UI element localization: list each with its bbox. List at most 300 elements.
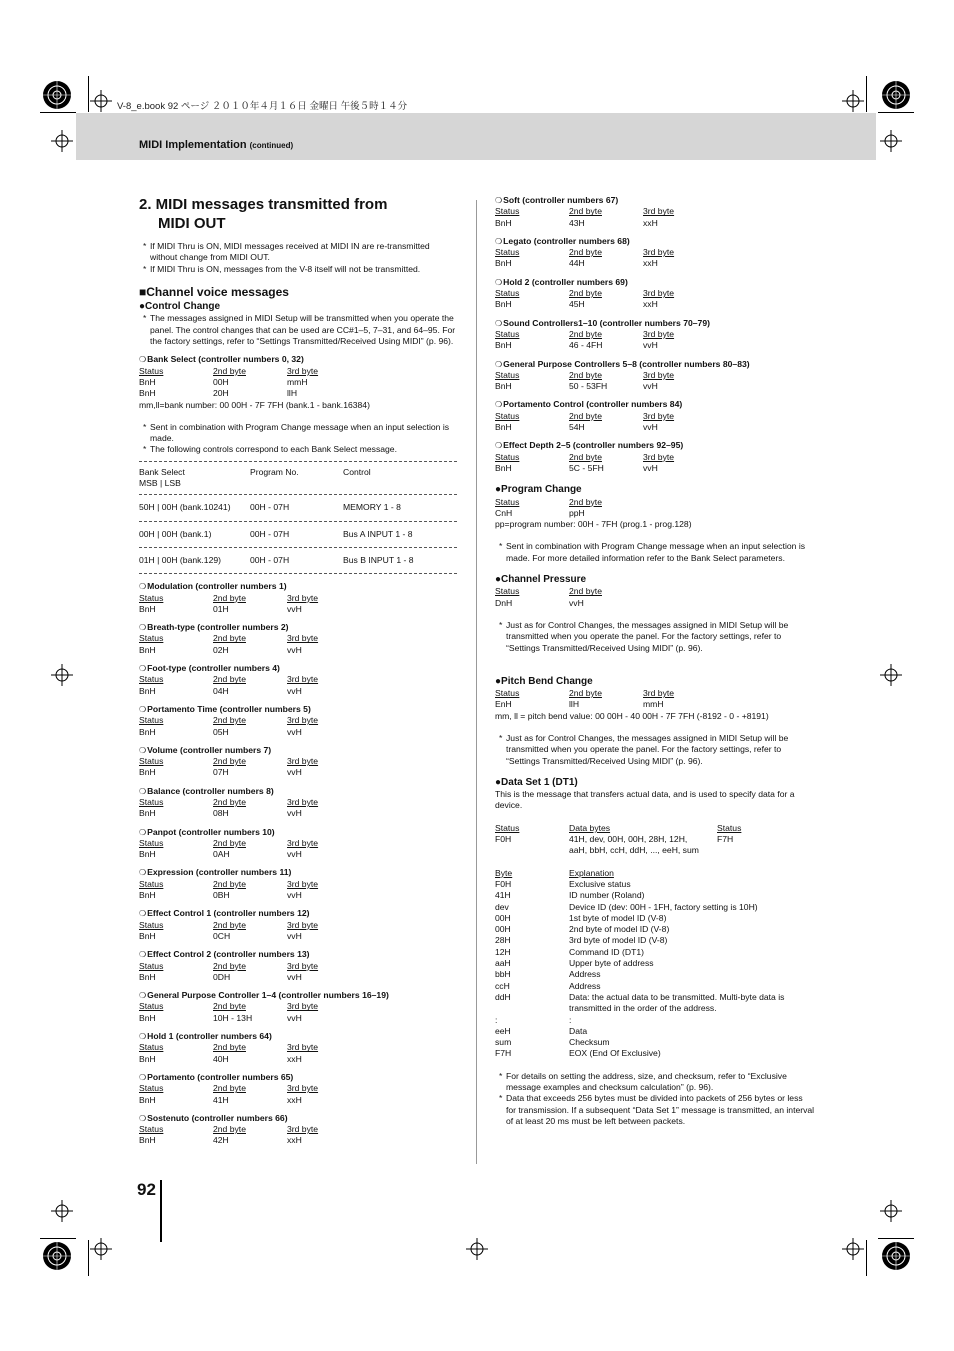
status-value: BnH	[139, 808, 156, 819]
header-continued: (continued)	[249, 141, 294, 150]
byte3-value: xxH	[287, 1094, 302, 1105]
status-heading: Status	[139, 837, 164, 848]
byte-row	[495, 969, 815, 980]
data-set-row: F0H 41H, dev, 00H, 00H, 28H, 12H, F7H	[495, 834, 734, 845]
controller-values	[139, 849, 457, 860]
registration-target-icon	[881, 1241, 911, 1271]
byte2-heading: 2nd byte	[213, 960, 246, 971]
controller-header	[139, 1124, 457, 1135]
byte-explanation: 2nd byte of model ID (V-8)	[569, 924, 670, 935]
left-controller-list	[139, 581, 457, 1146]
status-value: BnH	[139, 603, 156, 614]
channel-voice-heading: ■Channel voice messages	[139, 284, 289, 299]
status-value: BnH	[139, 1094, 156, 1105]
byte2-heading: 2nd byte	[213, 756, 246, 767]
controller-title: ❍ Balance (controller numbers 8)	[139, 786, 457, 797]
bank-table-header	[139, 467, 457, 478]
byte2-heading: 2nd byte	[213, 1083, 246, 1094]
controller-values	[139, 767, 457, 778]
controller-values	[139, 1013, 457, 1024]
byte2-value: 40H	[213, 1053, 229, 1064]
status-value: BnH	[139, 890, 156, 901]
byte3-heading: 3rd byte	[643, 369, 675, 380]
controller-header	[139, 961, 457, 972]
data-set-row: aaH, bbH, ccH, ddH, ..., eeH, sum	[569, 845, 699, 856]
byte2-value: 0BH	[213, 890, 230, 901]
controller-header	[495, 452, 815, 463]
controller-title: ❍ Sound Controllers1–10 (controller numbers 70–79)	[495, 318, 815, 329]
table-cell: MEMORY 1 - 8	[343, 502, 401, 513]
byte2-value: 02H	[213, 644, 229, 655]
status-heading: Status	[495, 328, 520, 339]
program-change-row: CnH ppH	[495, 507, 585, 518]
byte-row	[495, 1015, 815, 1026]
crop-mark	[40, 112, 76, 113]
byte2-value: 44H	[569, 258, 585, 269]
bank-select-note: * The following controls correspond to each Bank Select message.	[139, 444, 457, 455]
byte-row	[495, 958, 815, 969]
registration-target-icon	[42, 1241, 72, 1271]
status-heading: Status	[139, 633, 164, 644]
right-controller-list	[495, 195, 815, 474]
table-row	[139, 502, 457, 513]
controller-header	[139, 1042, 457, 1053]
crosshair-mark-icon	[51, 130, 73, 152]
controller-header	[139, 797, 457, 808]
controller-header	[139, 674, 457, 685]
registration-target-icon	[42, 80, 72, 110]
status-value: BnH	[139, 1135, 156, 1146]
byte3-heading: 3rd byte	[287, 1042, 319, 1053]
bank-select-title: ❍ Bank Select (controller numbers 0, 32)	[139, 354, 457, 365]
status-heading: Status	[495, 206, 520, 217]
status-value: BnH	[139, 971, 156, 982]
controller-title: ❍ Expression (controller numbers 11)	[139, 867, 457, 878]
controller-title: ❍ Effect Control 2 (controller numbers 13)	[139, 949, 457, 960]
status-heading: Status	[139, 796, 164, 807]
byte3-heading: 3rd byte	[287, 960, 319, 971]
crosshair-mark-icon	[842, 90, 864, 112]
controller-header	[495, 247, 815, 258]
byte3-value: xxH	[643, 217, 658, 228]
byte3-value: vvH	[287, 930, 302, 941]
section-title: 2. MIDI messages transmitted from MIDI OUT	[139, 196, 388, 232]
byte-row	[495, 1048, 815, 1059]
data-set-header: Status Data bytes Status	[495, 822, 742, 833]
byte3-heading: 3rd byte	[287, 1083, 319, 1094]
byte3-value: xxH	[287, 1053, 302, 1064]
status-heading: Status	[139, 919, 164, 930]
byte2-value: 50 - 53FH	[569, 381, 608, 392]
byte-row	[495, 1026, 815, 1037]
byte3-value: vvH	[287, 890, 302, 901]
byte2-heading: 2nd byte	[213, 1001, 246, 1012]
byte3-value: vvH	[287, 971, 302, 982]
byte2-heading: 2nd byte	[213, 1042, 246, 1053]
program-change-heading: ●Program Change	[495, 484, 582, 496]
controller-title: ❍ Portamento (controller numbers 65)	[139, 1072, 457, 1083]
controller-values	[139, 808, 457, 819]
controller-values	[495, 422, 815, 433]
byte3-heading: 3rd byte	[287, 796, 319, 807]
page-number: 92	[137, 1180, 156, 1199]
controller-header	[139, 1001, 457, 1012]
byte2-value: 04H	[213, 685, 229, 696]
controller-title: ❍ Portamento Time (controller numbers 5)	[139, 704, 457, 715]
byte2-heading: 2nd byte	[569, 328, 602, 339]
byte3-value: vvH	[287, 726, 302, 737]
controller-title: ❍ Sostenuto (controller numbers 66)	[139, 1113, 457, 1124]
byte-row	[495, 1037, 815, 1048]
byte-explanation: Address	[569, 969, 601, 980]
controller-title: ❍ Effect Control 1 (controller numbers 12)	[139, 908, 457, 919]
controller-title: ❍ Foot-type (controller numbers 4)	[139, 663, 457, 674]
byte3-heading: 3rd byte	[287, 1001, 319, 1012]
print-info: V-8_e.book 92 ページ ２０１０年４月１６日 金曜日 午後５時１４分	[117, 101, 408, 112]
status-heading: Status	[139, 1083, 164, 1094]
crosshair-mark-icon	[880, 1200, 902, 1222]
byte2-heading: 2nd byte	[213, 674, 246, 685]
byte2-heading: 2nd byte	[213, 837, 246, 848]
byte3-heading: 3rd byte	[643, 288, 675, 299]
byte2-value: 42H	[213, 1135, 229, 1146]
status-value: BnH	[139, 685, 156, 696]
byte2-value: 43H	[569, 217, 585, 228]
controller-title: ❍ Volume (controller numbers 7)	[139, 745, 457, 756]
status-value: BnH	[139, 767, 156, 778]
byte-table-header: Byte Explanation	[495, 867, 614, 878]
controller-header	[495, 288, 815, 299]
controller-values	[495, 299, 815, 310]
crop-mark	[878, 1238, 914, 1239]
controller-title: ❍ Modulation (controller numbers 1)	[139, 581, 457, 592]
program-change-formula: pp=program number: 00H - 7FH (prog.1 - prog.128)	[495, 519, 692, 530]
byte-name: 41H	[495, 890, 511, 901]
byte-explanation: 3rd byte of model ID (V-8)	[569, 935, 668, 946]
table-rule	[139, 494, 457, 495]
channel-pressure-header: Status 2nd byte	[495, 586, 602, 597]
byte-name: bbH	[495, 969, 511, 980]
running-header	[139, 139, 293, 151]
controller-title: ❍ Hold 2 (controller numbers 69)	[495, 277, 815, 288]
byte3-value: vvH	[643, 381, 658, 392]
controller-header	[139, 756, 457, 767]
table-cell: 00H - 07H	[250, 528, 290, 539]
byte3-value: vvH	[643, 340, 658, 351]
controller-values	[139, 727, 457, 738]
byte3-heading: 3rd byte	[643, 247, 675, 258]
left-column	[139, 195, 457, 1147]
controller-title: ❍ Portamento Control (controller numbers 84)	[495, 399, 815, 410]
controller-header	[495, 370, 815, 381]
byte3-value: vvH	[643, 462, 658, 473]
status-value: BnH	[139, 726, 156, 737]
byte3-heading: 3rd byte	[643, 451, 675, 462]
byte3-value: vvH	[643, 422, 658, 433]
controller-header	[139, 1083, 457, 1094]
controller-header	[495, 411, 815, 422]
byte2-value: 0AH	[213, 849, 230, 860]
byte-explanation: ID number (Roland)	[569, 890, 645, 901]
byte2-heading: 2nd byte	[213, 633, 246, 644]
header-title: MIDI Implementation	[139, 139, 247, 151]
program-change-note: * Sent in combination with Program Change message when an input selection is made. For more detailed information refer to the Bank Select parameters.	[495, 541, 815, 564]
table-cell: Bus A INPUT 1 - 8	[343, 528, 413, 539]
controller-values	[495, 218, 815, 229]
byte2-value: 07H	[213, 767, 229, 778]
byte-explanation: Address	[569, 980, 601, 991]
table-row	[139, 529, 457, 540]
column-divider	[476, 200, 477, 1164]
controller-title: ❍ General Purpose Controller 1–4 (controller numbers 16–19)	[139, 990, 457, 1001]
crosshair-mark-icon	[880, 664, 902, 686]
status-heading: Status	[495, 451, 520, 462]
controller-header	[139, 715, 457, 726]
byte-row	[495, 947, 815, 958]
byte2-heading: 2nd byte	[213, 878, 246, 889]
table-row	[139, 555, 457, 566]
status-value: BnH	[495, 422, 512, 433]
controller-title: ❍ Effect Depth 2–5 (controller numbers 92–95)	[495, 440, 815, 451]
byte3-value: vvH	[287, 644, 302, 655]
controller-header	[139, 633, 457, 644]
crop-mark	[866, 76, 867, 112]
byte-name: :	[495, 1014, 498, 1025]
pitch-bend-header: Status 2nd byte 3rd byte	[495, 688, 675, 699]
byte-name: F0H	[495, 878, 512, 889]
byte-name: 00H	[495, 912, 511, 923]
byte2-heading: 2nd byte	[569, 206, 602, 217]
byte-explanation: :	[569, 1014, 572, 1025]
byte-explanation: Command ID (DT1)	[569, 946, 644, 957]
controller-values	[139, 604, 457, 615]
status-value: BnH	[139, 1012, 156, 1023]
byte-name: 12H	[495, 946, 511, 957]
table-rule	[139, 461, 457, 462]
status-heading: Status	[139, 1042, 164, 1053]
controller-header	[495, 329, 815, 340]
byte2-heading: 2nd byte	[213, 592, 246, 603]
byte2-heading: 2nd byte	[569, 369, 602, 380]
crop-mark	[88, 1240, 89, 1276]
status-value: BnH	[495, 258, 512, 269]
crosshair-mark-icon	[51, 664, 73, 686]
intro-note: * If MIDI Thru is ON, messages from the V-8 itself will not be transmitted.	[139, 264, 457, 275]
crosshair-mark-icon	[880, 130, 902, 152]
byte-explanation: EOX (End Of Exclusive)	[569, 1048, 661, 1059]
controller-header	[139, 838, 457, 849]
data-set-heading: ●Data Set 1 (DT1)	[495, 776, 578, 788]
byte-name: F7H	[495, 1048, 512, 1059]
page-number-rule	[160, 1180, 162, 1242]
table-rule	[139, 521, 457, 522]
status-heading: Status	[495, 288, 520, 299]
bank-table-subheading: MSB | LSB	[139, 478, 181, 489]
data-set-description: This is the message that transfers actual data, and is used to specify data for a device.	[495, 789, 795, 811]
byte-name: aaH	[495, 958, 511, 969]
byte2-value: 45H	[569, 299, 585, 310]
bank-select-formula: mm,ll=bank number: 00 00H - 7F 7FH (bank.1 - bank.16384)	[139, 399, 370, 410]
table-cell: 01H | 00H (bank.129)	[139, 554, 222, 565]
byte-table	[495, 879, 815, 1060]
byte-row	[495, 902, 815, 913]
byte3-heading: 3rd byte	[287, 592, 319, 603]
status-heading: Status	[139, 878, 164, 889]
byte-row	[495, 879, 815, 890]
byte-name: 28H	[495, 935, 511, 946]
byte-row	[495, 992, 815, 1015]
byte2-heading: 2nd byte	[569, 410, 602, 421]
status-value: BnH	[139, 930, 156, 941]
byte2-value: 01H	[213, 603, 229, 614]
controller-title: ❍ Breath-type (controller numbers 2)	[139, 622, 457, 633]
byte2-heading: 2nd byte	[569, 247, 602, 258]
status-value: BnH	[139, 1053, 156, 1064]
byte-name: ddH	[495, 991, 511, 1002]
byte3-heading: 3rd byte	[287, 715, 319, 726]
byte3-value: vvH	[287, 808, 302, 819]
pitch-bend-heading: ●Pitch Bend Change	[495, 675, 593, 687]
byte3-value: xxH	[643, 299, 658, 310]
byte2-value: 0CH	[213, 930, 231, 941]
byte-explanation: 1st byte of model ID (V-8)	[569, 912, 667, 923]
bank-select-row: BnH 00H mmH	[139, 376, 308, 387]
status-heading: Status	[139, 1001, 164, 1012]
crosshair-mark-icon	[51, 1200, 73, 1222]
byte3-value: xxH	[287, 1135, 302, 1146]
channel-pressure-heading: ●Channel Pressure	[495, 574, 587, 586]
status-heading: Status	[495, 410, 520, 421]
controller-values	[139, 686, 457, 697]
channel-pressure-row: DnH vvH	[495, 597, 584, 608]
byte3-value: vvH	[287, 1012, 302, 1023]
byte2-value: 10H - 13H	[213, 1012, 253, 1023]
byte3-heading: 3rd byte	[287, 1124, 319, 1135]
status-heading: Status	[139, 715, 164, 726]
byte2-value: 46 - 4FH	[569, 340, 603, 351]
table-cell: Bus B INPUT 1 - 8	[343, 554, 414, 565]
byte3-heading: 3rd byte	[643, 206, 675, 217]
byte3-value: vvH	[287, 849, 302, 860]
byte-explanation: Data	[569, 1025, 588, 1036]
controller-title: ❍ General Purpose Controllers 5–8 (controller numbers 80–83)	[495, 359, 815, 370]
bank-select-row: BnH 20H llH	[139, 388, 298, 399]
controller-values	[139, 1095, 457, 1106]
table-cell: 00H - 07H	[250, 502, 290, 513]
status-heading: Status	[495, 369, 520, 380]
byte2-value: 08H	[213, 808, 229, 819]
byte-name: sum	[495, 1037, 512, 1048]
table-cell: 00H - 07H	[250, 554, 290, 565]
controller-values	[139, 931, 457, 942]
controller-values	[495, 463, 815, 474]
status-value: BnH	[495, 299, 512, 310]
table-rule	[139, 547, 457, 548]
byte3-heading: 3rd byte	[287, 919, 319, 930]
byte2-value: 5C - 5FH	[569, 462, 604, 473]
byte3-value: vvH	[287, 767, 302, 778]
status-heading: Status	[139, 592, 164, 603]
crosshair-mark-icon	[466, 1238, 488, 1260]
byte2-heading: 2nd byte	[213, 715, 246, 726]
bank-select-note: * Sent in combination with Program Change message when an input selection is made.	[139, 422, 457, 445]
controller-title: ❍ Legato (controller numbers 68)	[495, 236, 815, 247]
crop-mark	[878, 112, 914, 113]
status-value: BnH	[495, 462, 512, 473]
byte3-heading: 3rd byte	[287, 674, 319, 685]
intro-note: * If MIDI Thru is ON, MIDI messages received at MIDI IN are re-transmitted without change from MIDI OUT.	[139, 241, 457, 264]
channel-pressure-note: * Just as for Control Changes, the messages assigned in MIDI Setup will be transmitted when you operate the panel. For the factory settings, refer to “Settings Transmitted/Received Using MIDI” (p. 96).	[495, 620, 815, 654]
bank-select-table	[139, 461, 457, 574]
status-value: BnH	[495, 217, 512, 228]
controller-values	[495, 340, 815, 351]
byte3-value: vvH	[287, 685, 302, 696]
crosshair-mark-icon	[90, 90, 112, 112]
status-value: BnH	[495, 340, 512, 351]
pitch-bend-note: * Just as for Control Changes, the messages assigned in MIDI Setup will be transmitted when you operate the panel. For the factory settings, refer to “Settings Transmitted/Received Using MIDI” (p. 96).	[495, 733, 815, 767]
byte3-heading: 3rd byte	[643, 410, 675, 421]
controller-header	[139, 879, 457, 890]
status-heading: Status	[139, 756, 164, 767]
status-heading: Status	[495, 247, 520, 258]
byte3-heading: 3rd byte	[287, 878, 319, 889]
controller-values	[139, 1135, 457, 1146]
controller-header	[139, 920, 457, 931]
table-cell: 50H | 00H (bank.10241)	[139, 502, 231, 513]
status-heading: Status	[139, 674, 164, 685]
byte2-heading: 2nd byte	[569, 451, 602, 462]
pitch-bend-formula: mm, ll = pitch bend value: 00 00H - 40 00H - 7F 7FH (-8192 - 0 - +8191)	[495, 710, 769, 721]
byte2-value: 05H	[213, 726, 229, 737]
status-heading: Status	[139, 960, 164, 971]
crosshair-mark-icon	[842, 1238, 864, 1260]
byte3-heading: 3rd byte	[643, 328, 675, 339]
byte3-value: xxH	[643, 258, 658, 269]
byte-explanation: Data: the actual data to be transmitted. Multi-byte data is transmitted in the order of the address.	[569, 991, 785, 1014]
control-change-heading: ●Control Change	[139, 301, 221, 313]
byte-row	[495, 981, 815, 992]
byte-explanation: Exclusive status	[569, 878, 631, 889]
controller-values	[139, 1054, 457, 1065]
status-heading: Status	[139, 1124, 164, 1135]
pitch-bend-row: EnH llH mmH	[495, 699, 664, 710]
table-rule	[139, 573, 457, 574]
byte-row	[495, 935, 815, 946]
byte2-value: 54H	[569, 422, 585, 433]
table-cell: 00H | 00H (bank.1)	[139, 528, 212, 539]
data-set-note: * Data that exceeds 256 bytes must be divided into packets of 256 bytes or less for transmission. If a subsequent “Data Set 1” message is transmitted, an interval of at least 20 ms must be left between packets.	[495, 1093, 815, 1127]
byte-explanation: Upper byte of address	[569, 958, 654, 969]
byte3-heading: 3rd byte	[287, 837, 319, 848]
byte-explanation: Device ID (dev: 00H - 1FH, factory setting is 10H)	[569, 901, 758, 912]
controller-header	[139, 593, 457, 604]
status-value: BnH	[495, 381, 512, 392]
byte3-value: vvH	[287, 603, 302, 614]
byte2-heading: 2nd byte	[213, 1124, 246, 1135]
registration-target-icon	[881, 80, 911, 110]
byte2-heading: 2nd byte	[213, 796, 246, 807]
bank-select-header: Status 2nd byte 3rd byte	[139, 365, 319, 376]
bank-table-heading: Program No.	[250, 466, 299, 477]
byte-name: dev	[495, 901, 509, 912]
byte-name: ccH	[495, 980, 510, 991]
byte2-heading: 2nd byte	[569, 288, 602, 299]
bank-table-heading: Bank Select	[139, 466, 185, 477]
data-set-note: * For details on setting the address, size, and checksum, refer to “Exclusive message examples and checksum calculation” (p. 96).	[495, 1071, 815, 1094]
status-value: BnH	[139, 644, 156, 655]
crosshair-mark-icon	[90, 1238, 112, 1260]
status-value: BnH	[139, 849, 156, 860]
